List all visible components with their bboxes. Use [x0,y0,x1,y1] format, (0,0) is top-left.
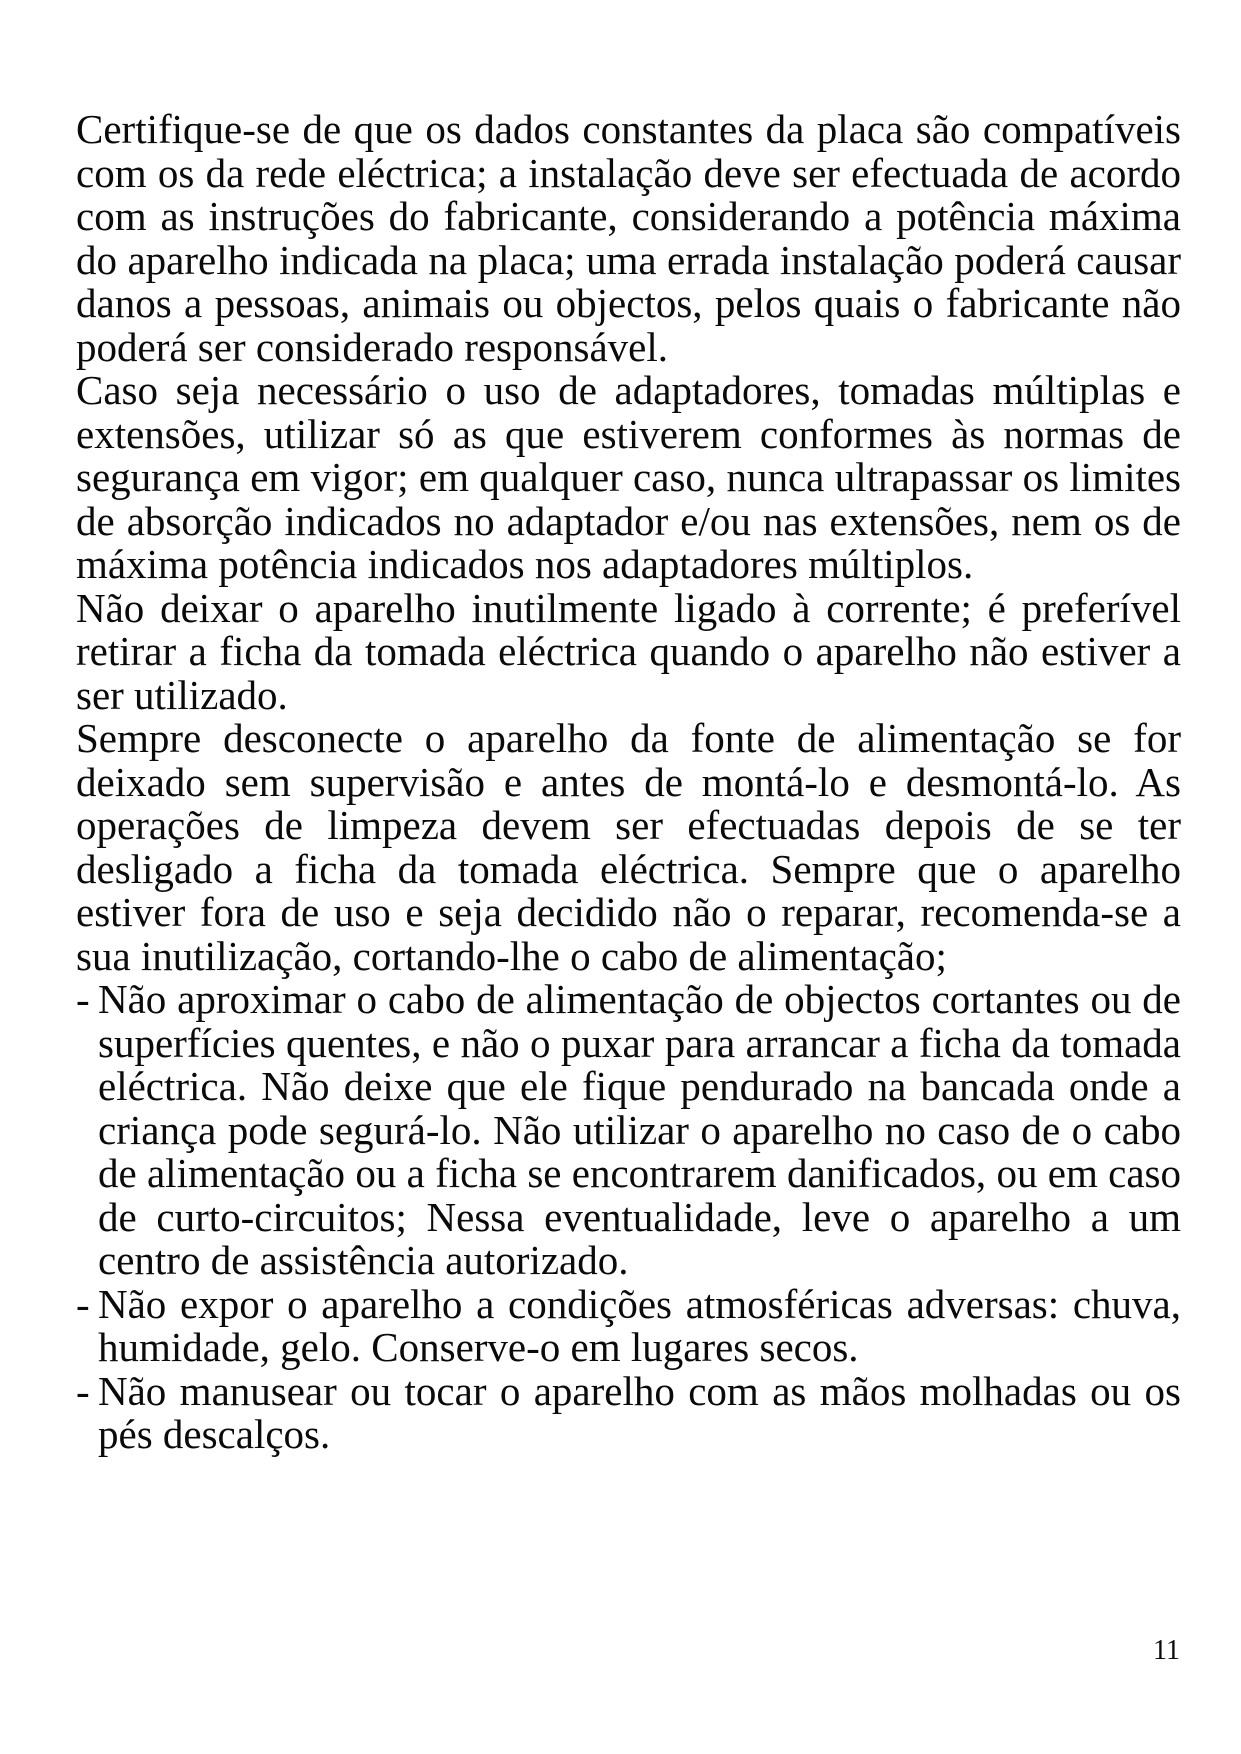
bullet-text: Não manusear ou tocar o aparelho com as mãos molhadas ou os pés descalços. [98,1367,1181,1457]
safety-instructions-body [76,108,1181,1457]
bullet-item-wet-hands [76,1367,1181,1457]
bullet-marker: - [76,976,90,1022]
paragraph-adapters: Caso seja necessário o uso de adaptadores, tomadas múltiplas e extensões, utilizar só as que estiverem conformes às normas de segurança em vigor; em qualquer caso, nunca ultrapassar os limites de absorção indicados no adaptador e/ou nas extensões, nem os de máxima potência indicados nos adaptadores múltiplos. [76,367,1181,587]
paragraph-unplug: Não deixar o aparelho inutilmente ligado à corrente; é preferível retirar a ficha da tomada eléctrica quando o aparelho não estiver a ser utilizado. [76,584,1181,718]
page-number: 11 [1153,1635,1180,1666]
bullet-text: Não aproximar o cabo de alimentação de objectos cortantes ou de superfícies quentes, e não o puxar para arrancar a ficha da tomada eléctrica. Não deixe que ele fique pendurado na bancada onde a criança pode segurá-lo. Não utilizar o aparelho no caso de o cabo de alimentação ou a ficha se encontrarem danificados, ou em caso de curto-circuitos; Nessa eventualidade, leve o aparelho a um centro de assistência autorizado. [98,976,1181,1283]
bullet-text: Não expor o aparelho a condições atmosféricas adversas: chuva, humidade, gelo. Conserve-o em lugares secos. [98,1280,1181,1370]
paragraph-disconnect-cleaning: Sempre desconecte o aparelho da fonte de alimentação se for deixado sem supervisão e antes de montá-lo e desmontá-lo. As operações de limpeza devem ser efectuadas depois de se ter desligado a ficha da tomada eléctrica. Sempre que o aparelho estiver fora de uso e seja decidido não o reparar, recomenda-se a sua inutilização, cortando-lhe o cabo de alimentação; [76,715,1181,979]
bullet-marker: - [76,1280,90,1327]
bullet-item-weather [76,1280,1181,1370]
paragraph-installation: Certifique-se de que os dados constantes da placa são compatíveis com os da rede eléctrica; a instalação deve ser efectuada de acordo com as instruções do fabricante, considerando a potência máxima do aparelho indicada na placa; uma errada instalação poderá causar danos a pessoas, animais ou objectos, pelos quais o fabricante não poderá ser considerado responsável. [76,106,1181,370]
bullet-marker: - [76,1367,90,1414]
bullet-item-power-cable [76,978,1181,1283]
